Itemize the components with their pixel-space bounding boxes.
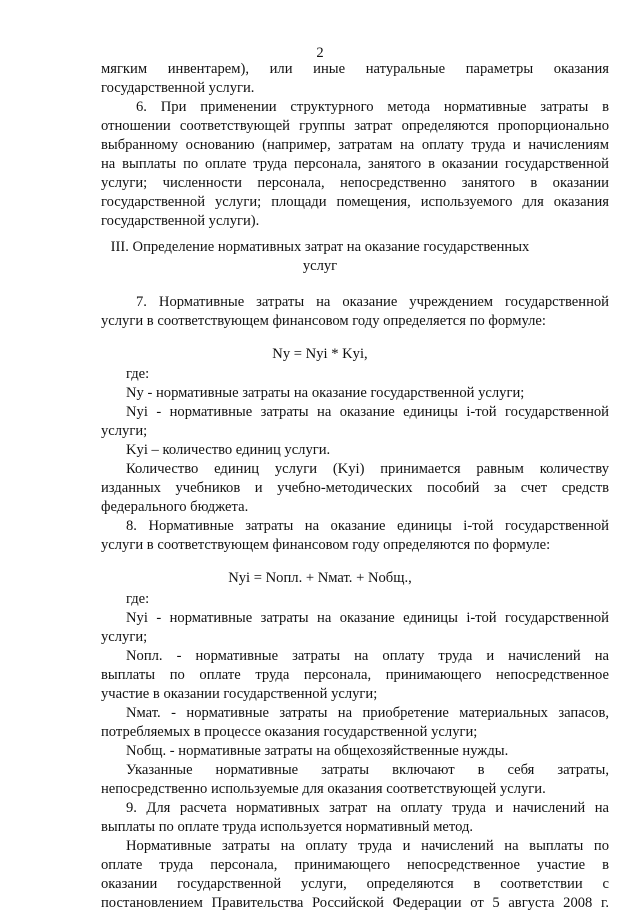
text-line: выплаты по оплате труда используется нормативный метод.	[101, 819, 474, 835]
paragraph-9-start: 9. Для расчета нормативных затрат на оплату труда и начислений на	[126, 800, 609, 816]
text-line: государственной услуги; площади помещения, используемого для оказания	[101, 194, 609, 210]
text-line: непосредственно используемые для оказания соответствующей услуги.	[101, 781, 546, 797]
text-line: услуги;	[101, 629, 148, 645]
paragraph-6-start: 6. При применении структурного метода нормативные затраты в	[136, 99, 609, 115]
text-line: отношении соответствующей группы затрат определяются пропорционально	[101, 118, 609, 134]
where-label: где:	[126, 366, 150, 382]
text-line: Количество единиц услуги (Kyi) принимается равным количеству	[126, 461, 609, 477]
section-heading-cont: услуг	[302, 258, 338, 274]
text-line: изданных учебников и учебно-методических пособий за счет средств	[101, 480, 609, 496]
text-line: государственной услуги.	[101, 80, 255, 96]
text-line: Kyi – количество единиц услуги.	[126, 442, 331, 458]
text-line: Нормативные затраты на оплату труда и начислений на выплаты по	[126, 838, 609, 854]
text-line: потребляемых в процессе оказания государственной услуги;	[101, 724, 478, 740]
text-line: услуги в соответствующем финансовом году определяется по формуле:	[101, 313, 546, 329]
text-line: Nмат. - нормативные затраты на приобретение материальных запасов,	[126, 705, 609, 721]
text-line: мягким инвентарем), или иные натуральные параметры оказания	[101, 61, 609, 77]
section-heading: III. Определение нормативных затрат на оказание государственных	[110, 239, 530, 255]
page-number: 2	[316, 45, 324, 61]
formula-ny: Ny = Nyi * Kyi,	[272, 346, 368, 362]
text-line: Указанные нормативные затраты включают в себя затраты,	[126, 762, 609, 778]
text-line: выбранному основанию (например, затратам на оплату труда и начислениям	[101, 137, 609, 153]
text-line: Nопл. - нормативные затраты на оплату труда и начислений на	[126, 648, 609, 664]
paragraph-7-start: 7. Нормативные затраты на оказание учреждением государственной	[136, 294, 609, 310]
text-line: Nyi - нормативные затраты на оказание единицы i-той государственной	[126, 404, 609, 420]
paragraph-8-start: 8. Нормативные затраты на оказание единицы i-той государственной	[126, 518, 609, 534]
text-line: услуги в соответствующем финансовом году определяются по формуле:	[101, 537, 551, 553]
text-line: Ny - нормативные затраты на оказание государственной услуги;	[126, 385, 525, 401]
text-line: оплате труда персонала, принимающего непосредственное участие в	[101, 857, 609, 873]
text-line: постановлением Правительства Российской Федерации от 5 августа 2008 г.	[101, 895, 609, 911]
text-line: услуги;	[101, 423, 148, 439]
text-line: оказании государственной услуги, определяются в соответствии с	[101, 876, 609, 892]
where-label: где:	[126, 591, 150, 607]
formula-nyi: Nyi = Nопл. + Nмат. + Nобщ.,	[228, 570, 412, 586]
text-line: федерального бюджета.	[101, 499, 249, 515]
text-line: государственной услуги).	[101, 213, 260, 229]
text-line: Nyi - нормативные затраты на оказание единицы i-той государственной	[126, 610, 609, 626]
text-line: Nобщ. - нормативные затраты на общехозяйственные нужды.	[126, 743, 509, 759]
text-line: участие в оказании государственной услуги;	[101, 686, 378, 702]
text-line: на выплаты по оплате труда персонала, занятого в оказании государственной	[101, 156, 609, 172]
text-line: услуги; численности персонала, непосредственно занятого в оказании	[101, 175, 609, 191]
text-line: выплаты по оплате труда персонала, принимающего непосредственное	[101, 667, 609, 683]
